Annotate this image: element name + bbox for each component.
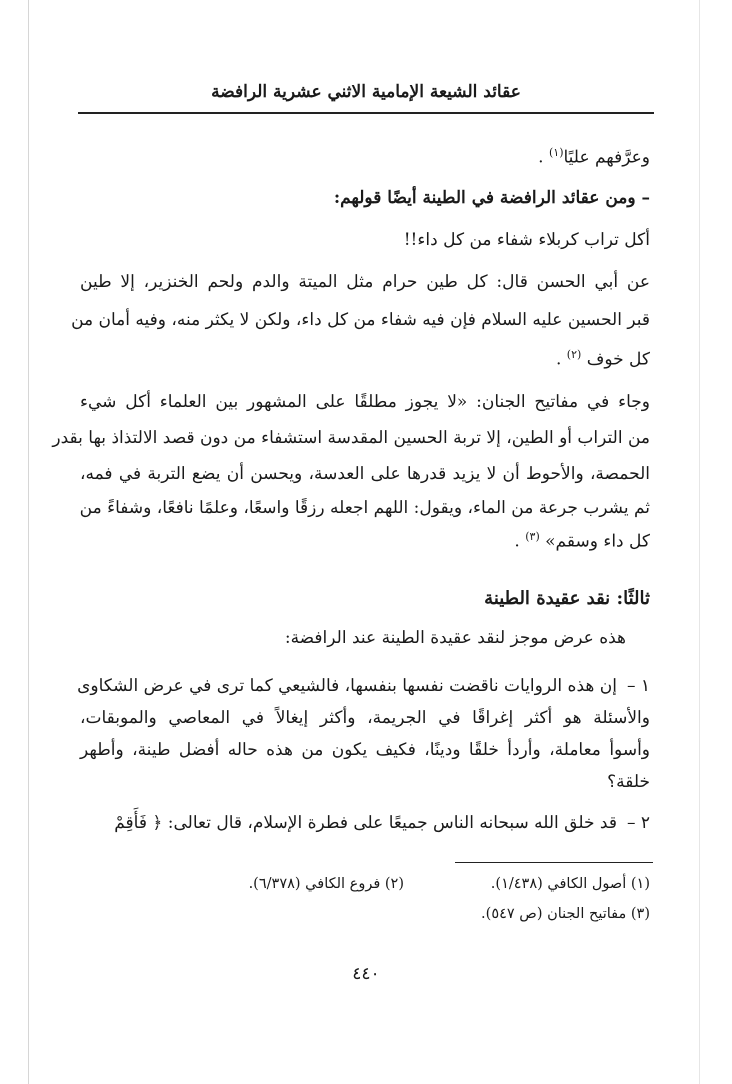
running-header: عقائد الشيعة الإمامية الاثني عشرية الرافضة [211,82,521,102]
list-item: ١ –إن هذه الروايات ناقضت نفسها بنفسها، فالشيعي كما ترى في عرض الشكاوى [77,676,650,696]
text-line: وأسوأ معاملة، وأردأ خلقًا ودينًا، فكيف يكون من هذه حاله أفضل طينة، وأطهر [80,740,650,760]
text-line: والأسئلة هو أكثر إغراقًا في الجريمة، وأكثر إيغالاً في المعاصي والموبقات، [80,708,650,728]
page-edge-line-right [699,0,700,1084]
header-rule [78,112,654,114]
list-number: ٢ – [626,813,650,833]
text-line: – ومن عقائد الرافضة في الطينة أيضًا قولهم: [333,188,650,208]
page-edge-line [28,0,29,1084]
text-line: من التراب أو الطين، إلا تربة الحسين المقدسة استشفاء من دون قصد الالتذاذ بها بقدر [52,428,650,448]
footnote-ref: (٢) [566,348,582,361]
text-line: وجاء في مفاتيح الجنان: «لا يجوز مطلقًا على المشهور بين العلماء أكل شيء [80,392,650,412]
footnote: (١) أصول الكافي (١/٤٣٨). [490,876,650,892]
list-number: ١ – [626,676,650,696]
footnote-ref: (١) [548,146,564,159]
text-line: أكل تراب كربلاء شفاء من كل داء!! [403,230,650,250]
footnote: (٣) مفاتيح الجنان (ص ٥٤٧). [481,906,650,922]
text-line: عن أبي الحسن قال: كل طين حرام مثل الميتة والدم ولحم الخنزير، إلا طين [80,272,650,292]
text-line: هذه عرض موجز لنقد عقيدة الطينة عند الرافضة: [284,628,626,648]
text-line: قبر الحسين عليه السلام فإن فيه شفاء من كل داء، ولكن لا يكثر منه، وفيه أمان من [71,310,650,330]
list-item: ٢ –قد خلق الله سبحانه الناس جميعًا على فطرة الإسلام، قال تعالى: ﴿ فَأَقِمْ [114,813,650,833]
text-line: كل داء وسقم» $^{(٣)}$ . [514,530,650,552]
text-line: ثم يشرب جرعة من الماء، ويقول: اللهم اجعله رزقًا واسعًا، وعلمًا نافعًا، وشفاءً من [79,498,650,518]
footnote-ref: (٣) [525,530,540,543]
text-line: الحمصة، والأحوط أن لا يزيد قدرها على العدسة، ويحسن أن يضع التربة في فمه، [80,464,650,484]
page-number: ٤٤٠ [352,964,380,984]
text-line: كل خوف $^{(٢)}$ . [555,348,650,370]
footnote: (٢) فروع الكافي (٦/٣٧٨). [248,876,404,892]
text-line: وعرَّفهم عليًا$^{(١)}$ . [538,146,650,168]
text-line: خلقة؟ [607,772,650,792]
footnote-rule [455,862,653,863]
section-heading: ثالثًا: نقد عقيدة الطينة [484,588,650,609]
